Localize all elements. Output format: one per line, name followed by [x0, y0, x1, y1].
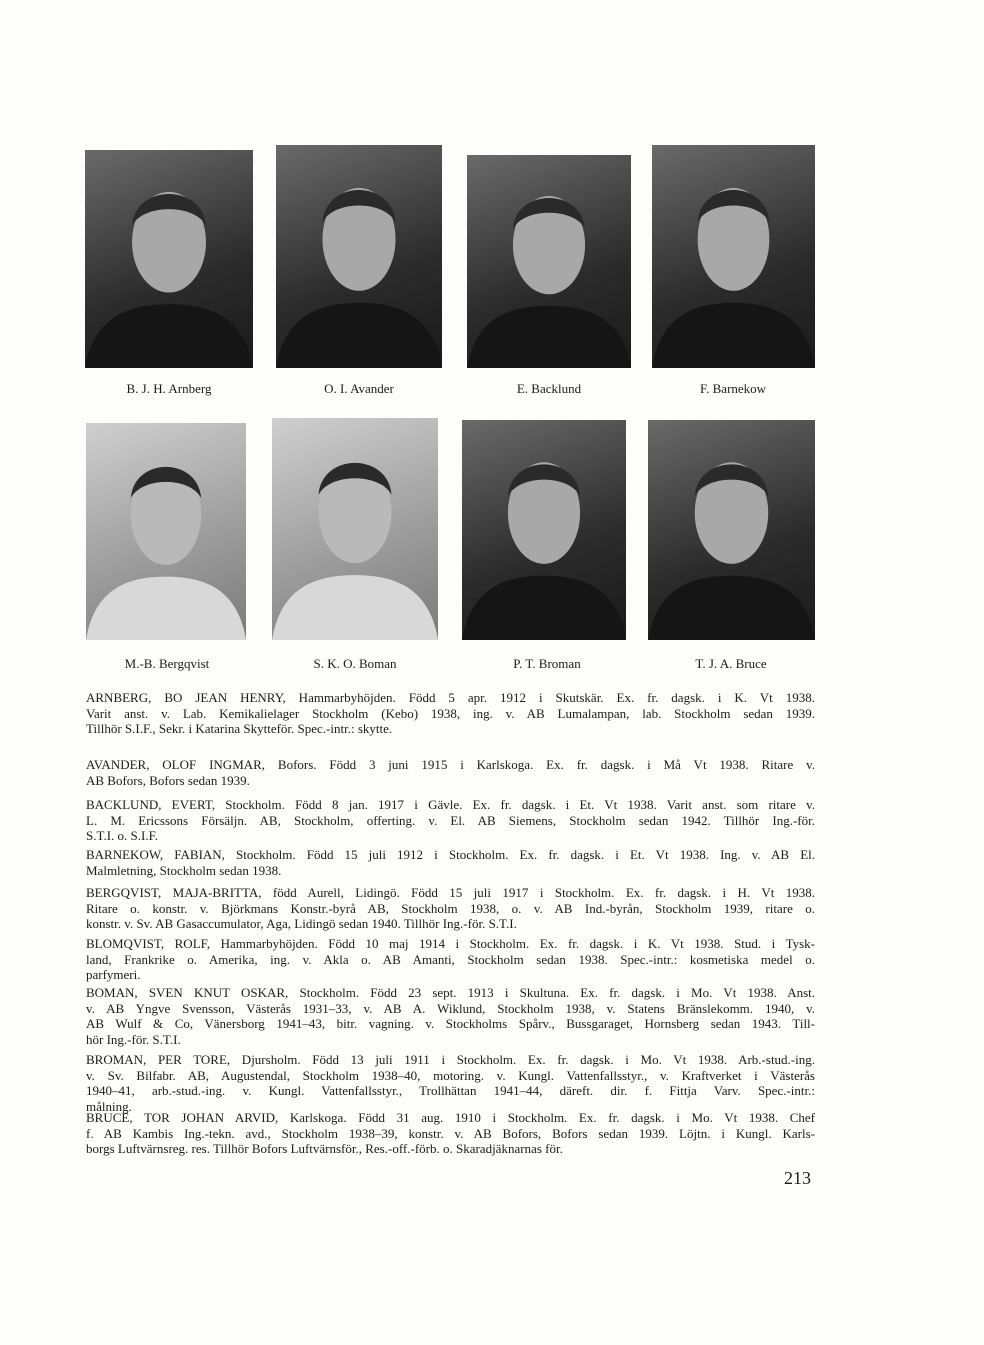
entry-line: Malmletning, Stockholm sedan 1938.: [86, 862, 282, 878]
portrait-photo-arnberg: [85, 150, 253, 368]
entry-line: Varit anst. v. Lab. Kemikalielager Stockholm (Kebo) 1938, ing. v. AB Lumalampan, lab. Stockholm sedan 1939.: [86, 705, 815, 721]
entry-line: hör Ing.-för. S.T.I.: [86, 1031, 181, 1047]
entry-line: målning.: [86, 1098, 132, 1114]
biography-entry: [86, 1110, 815, 1157]
entry-line: v. Sv. Bilfabr. AB, Augustendal, Stockholm 1938–40, motoring. v. Kungl. Vattenfallsstyr., v. Kraftverket i Västerås: [86, 1067, 815, 1083]
portrait-silhouette-icon: [272, 418, 438, 640]
entry-line: f. AB Kambis Ing.-tekn. avd., Stockholm 1938–39, konstr. v. AB Bofors, Bofors sedan 1939. Löjtn. i Kungl. Karls-: [86, 1125, 815, 1141]
entry-line: S.T.I. o. S.I.F.: [86, 828, 159, 844]
entry-line: BRUCE, TOR JOHAN ARVID, Karlskoga. Född 31 aug. 1910 i Stockholm. Ex. fr. dagsk. i Mo. Vt 1938. Chef: [86, 1110, 815, 1125]
portrait-caption: O. I. Avander: [324, 381, 394, 396]
biography-entry: [86, 936, 815, 983]
portrait-photo-avander: [276, 145, 442, 368]
entry-line: BACKLUND, EVERT, Stockholm. Född 8 jan. 1917 i Gävle. Ex. fr. dagsk. i Et. Vt 1938. Varit anst. som ritare v.: [86, 797, 815, 812]
biography-entry: [86, 757, 815, 788]
biography-entry: [86, 1052, 815, 1114]
entry-line: AB Bofors, Bofors sedan 1939.: [86, 772, 250, 788]
portrait-silhouette-icon: [276, 145, 442, 368]
portrait-photo-boman: [272, 418, 438, 640]
entry-line: v. AB Yngve Svensson, Västerås 1931–33, v. AB A. Wiklund, Stockholm 1938, v. Statens Bränslekomm. 1940, v.: [86, 1000, 815, 1016]
portrait-caption: F. Barnekow: [699, 381, 767, 396]
entry-line: AVANDER, OLOF INGMAR, Bofors. Född 3 juni 1915 i Karlskoga. Ex. fr. dagsk. i Må Vt 1938. Ritare v.: [86, 757, 815, 772]
entry-line: BERGQVIST, MAJA-BRITTA, född Aurell, Lidingö. Född 15 juli 1917 i Stockholm. Ex. fr. dagsk. i H. Vt 1938.: [86, 885, 815, 900]
entry-line: 1940–41, arb.-stud.-ing. v. Kungl. Vattenfallsstyr., Trollhättan 1941–44, däreft. dir. f. Fittja Varv. Spec.-intr.:: [86, 1083, 815, 1099]
portrait-photo-bergqvist: [86, 423, 246, 640]
entry-line: BLOMQVIST, ROLF, Hammarbyhöjden. Född 10 maj 1914 i Stockholm. Ex. fr. dagsk. i K. Vt 1938. Stud. i Tysk-: [86, 936, 815, 951]
entry-line: ARNBERG, BO JEAN HENRY, Hammarbyhöjden. Född 5 apr. 1912 i Skutskär. Ex. fr. dagsk. i K. Vt 1938.: [86, 690, 815, 705]
biography-entry: [86, 797, 815, 844]
portrait-caption: S. K. O. Boman: [313, 656, 397, 671]
biography-entry: [86, 885, 815, 932]
portrait-silhouette-icon: [467, 155, 631, 368]
entry-line: BOMAN, SVEN KNUT OSKAR, Stockholm. Född 23 sept. 1913 i Skultuna. Ex. fr. dagsk. i Mo. Vt 1938. Anst.: [86, 985, 815, 1000]
portrait-silhouette-icon: [85, 150, 253, 368]
portrait-silhouette-icon: [462, 420, 626, 640]
portrait-photo-bruce: [648, 420, 815, 640]
entry-line: AB Wulf & Co, Vänersborg 1941–43, bitr. vagning. v. Stockholms Spårv., Bussgaraget, Hornsberg sedan 1943. Till-: [86, 1016, 815, 1032]
entry-line: Ritare o. konstr. v. Björkmans Konstr.-byrå AB, Stockholm 1938, o. v. AB Ind.-byrån, Stockholm 1939, ritare o.: [86, 900, 815, 916]
entry-line: L. M. Ericssons Försäljn. AB, Stockholm, offerting. v. El. AB Siemens, Stockholm sedan 1942. Tillhör Ing.-för.: [86, 812, 815, 828]
page-number: 213: [784, 1168, 811, 1188]
biography-entry: [86, 690, 815, 737]
entry-line: BARNEKOW, FABIAN, Stockholm. Född 15 juli 1912 i Stockholm. Ex. fr. dagsk. i Et. Vt 1938. Ing. v. AB El.: [86, 847, 815, 862]
entry-line: borgs Luftvärnsreg. res. Tillhör Bofors Luftvärnsför., Res.-off.-förb. o. Skaradjäknarnas för.: [86, 1141, 563, 1157]
portrait-caption: M.-B. Bergqvist: [124, 656, 210, 671]
portrait-caption: P. T. Broman: [513, 656, 581, 671]
portrait-caption: E. Backlund: [516, 381, 582, 396]
biography-entry: [86, 985, 815, 1047]
portrait-caption: T. J. A. Bruce: [695, 656, 767, 671]
portrait-silhouette-icon: [648, 420, 815, 640]
portrait-caption: B. J. H. Arnberg: [126, 381, 212, 396]
entry-line: konstr. v. Sv. AB Gasaccumulator, Aga, Lidingö sedan 1940. Tillhör Ing.-för. S.T.I.: [86, 916, 517, 932]
portrait-photo-barnekow: [652, 145, 815, 368]
entry-line: Tillhör S.I.F., Sekr. i Katarina Skytteför. Spec.-intr.: skytte.: [86, 721, 393, 737]
entry-line: parfymeri.: [86, 967, 141, 983]
portrait-silhouette-icon: [86, 423, 246, 640]
portrait-photo-broman: [462, 420, 626, 640]
entry-line: land, Frankrike o. Amerika, ing. v. Akla o. AB Amanti, Stockholm sedan 1938. Spec.-intr.: kosmetiska medel o.: [86, 951, 815, 967]
biography-entry: [86, 847, 815, 878]
portrait-photo-backlund: [467, 155, 631, 368]
entry-line: BROMAN, PER TORE, Djursholm. Född 13 juli 1911 i Stockholm. Ex. fr. dagsk. i Mo. Vt 1938. Arb.-stud.-ing.: [86, 1052, 815, 1067]
portrait-silhouette-icon: [652, 145, 815, 368]
